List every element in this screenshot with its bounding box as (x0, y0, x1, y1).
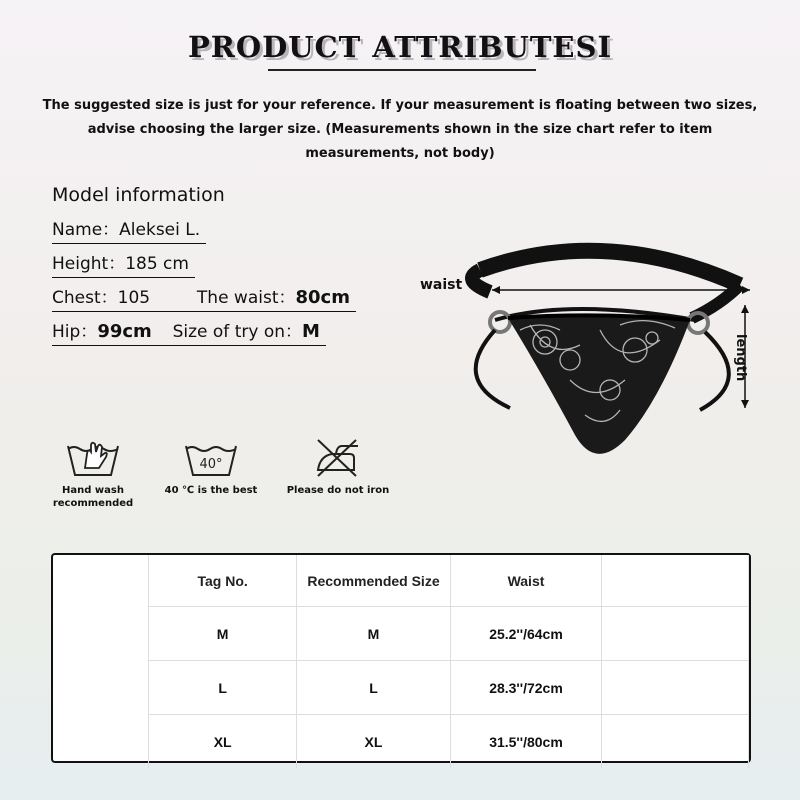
model-chest-value: 105 (117, 288, 151, 308)
cell-recommended: M (297, 607, 450, 661)
wash-temp-text: 40° (199, 457, 223, 472)
cell-tag: M (149, 607, 297, 661)
model-height-value: 185 cm (125, 254, 189, 274)
cell-recommended: XL (297, 715, 450, 769)
model-hip-label: Hip： (52, 322, 98, 342)
care-wash-40 (156, 438, 266, 497)
cell-waist: 25.2''/64cm (450, 607, 602, 661)
model-information (52, 184, 356, 353)
model-tryon-value: M (302, 321, 320, 342)
title-underline (268, 69, 536, 71)
length-measure-label: length (733, 334, 748, 382)
hand-wash-label-1: Hand wash (62, 485, 124, 496)
wash-40-icon (183, 438, 239, 478)
model-hip-row (52, 319, 356, 353)
size-advice-line-1: The suggested size is just for your reference. If your measurement is floating between two sizes, (42, 98, 758, 113)
no-iron-label: Please do not iron (286, 485, 390, 496)
model-hip-value: 99cm (97, 321, 152, 342)
model-name-row (52, 217, 356, 251)
model-hip-underline (52, 319, 326, 346)
cell-empty (602, 607, 749, 661)
col-header-empty (602, 555, 749, 607)
model-height-row (52, 251, 356, 285)
cell-recommended: L (297, 661, 450, 715)
model-waist-value: 80cm (295, 287, 350, 308)
model-heading: Model information (52, 184, 225, 206)
care-no-iron (283, 438, 393, 497)
col-header-tag: Tag No. (149, 555, 297, 607)
model-tryon-label: Size of try on： (172, 322, 302, 342)
col-header-recommended: Recommended Size (297, 555, 450, 607)
model-height-underline (52, 251, 195, 278)
size-chart (51, 553, 751, 763)
col-header-waist: Waist (450, 555, 602, 607)
model-height-label: Height： (52, 254, 126, 274)
table-row (149, 607, 749, 661)
hand-wash-label-2: recommended (52, 498, 134, 509)
size-advice-line-2: advise choosing the larger size. (Measurements shown in the size chart refer to item (87, 122, 713, 137)
product-illustration (420, 230, 790, 470)
cell-tag: L (149, 661, 297, 715)
model-name-label: Name： (52, 220, 120, 240)
model-chest-row (52, 285, 356, 319)
hand-wash-icon (65, 438, 121, 478)
model-chest-label: Chest： (52, 288, 118, 308)
model-chest-underline (52, 285, 356, 312)
cell-waist: 31.5''/80cm (450, 715, 602, 769)
cell-empty (602, 661, 749, 715)
model-name-underline (52, 217, 206, 244)
size-advice-line-3: measurements, not body) (305, 146, 495, 161)
no-iron-icon (310, 438, 366, 478)
cell-empty (602, 715, 749, 769)
table-row (149, 661, 749, 715)
table-row (149, 715, 749, 769)
wash-40-label: 40 ℃ is the best (164, 485, 258, 496)
care-hand-wash (38, 438, 148, 510)
cell-tag: XL (149, 715, 297, 769)
model-waist-label: The waist： (196, 288, 296, 308)
waist-measure-label: waist (420, 277, 463, 293)
cell-waist: 28.3''/72cm (450, 661, 602, 715)
size-table (148, 555, 749, 768)
model-name-value: Aleksei L. (119, 220, 201, 240)
page-title: PRODUCT ATTRIBUTESI (187, 30, 613, 64)
table-header-row (149, 555, 749, 607)
size-advice (40, 94, 760, 166)
